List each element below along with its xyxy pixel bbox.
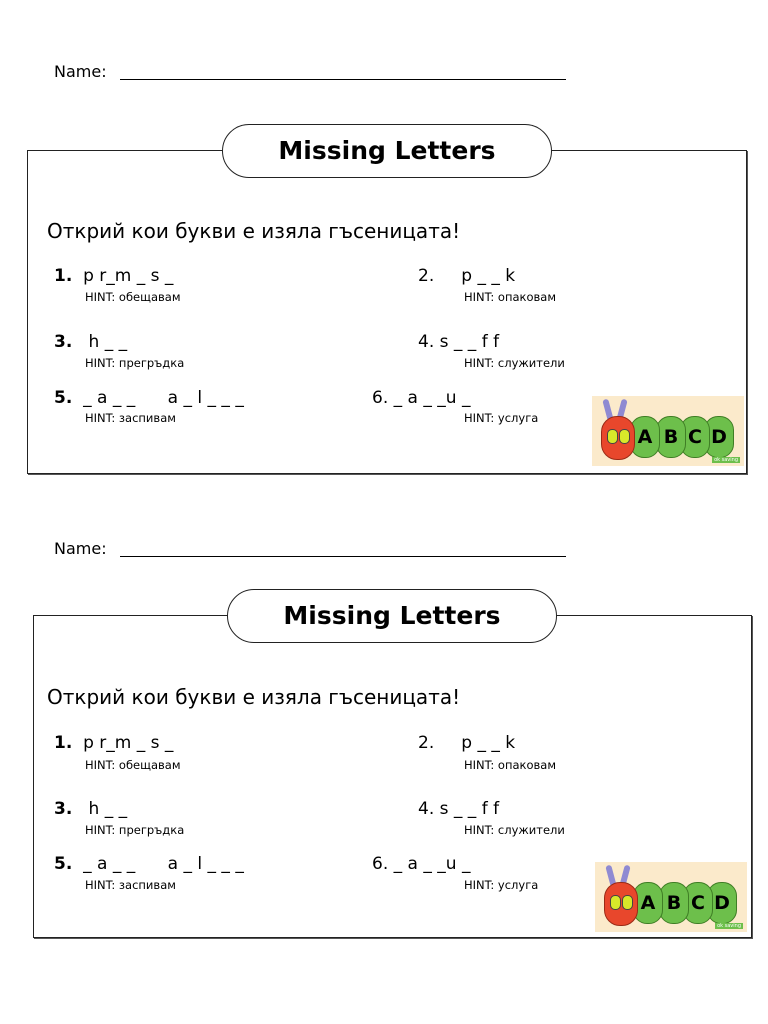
hint-text: HINT: услуга	[464, 411, 539, 425]
exercise-item-6: 6. _ a _ _u _	[372, 388, 471, 408]
caterpillar-head-icon	[601, 416, 635, 460]
caterpillar-segment: B	[656, 416, 686, 458]
hint-text: HINT: прегръдка	[85, 823, 185, 837]
name-line-1	[54, 62, 107, 81]
word-puzzle: p _ _ k	[461, 733, 516, 753]
name-underline[interactable]	[120, 79, 566, 80]
exercise-item-2: 2. p _ _ k	[418, 733, 516, 753]
title-banner-1	[222, 124, 552, 178]
hint-text: HINT: прегръдка	[85, 356, 185, 370]
caterpillar-segment: C	[683, 882, 713, 924]
caterpillar-head-icon	[604, 882, 638, 926]
name-label: Name:	[54, 62, 107, 81]
hint-text: HINT: обещавам	[85, 290, 181, 304]
hint-text: HINT: служители	[464, 823, 565, 837]
logo-credit: ok saving	[717, 923, 741, 929]
caterpillar-segment: D	[704, 416, 734, 458]
exercise-item-5: 5. _ a _ _ a _ l _ _ _	[54, 854, 244, 874]
instruction-text: Открий кои букви е изяла гъсеницата!	[47, 219, 461, 243]
word-puzzle: s _ _ f f	[439, 332, 500, 352]
hint-text: HINT: обещавам	[85, 758, 181, 772]
caterpillar-segment: C	[680, 416, 710, 458]
logo-credit: ok saving	[714, 457, 738, 463]
word-puzzle: h _ _	[88, 332, 128, 352]
worksheet-title: Missing Letters	[278, 136, 496, 165]
word-puzzle: _ a _ _ a _ l _ _ _	[83, 854, 244, 874]
exercise-item-3: 3. h _ _	[54, 799, 128, 819]
title-banner-2	[227, 589, 557, 643]
instruction-text: Открий кои букви е изяла гъсеницата!	[47, 685, 461, 709]
hint-text: HINT: заспивам	[85, 411, 176, 425]
word-puzzle: p _ _ k	[461, 266, 516, 286]
caterpillar-segment: B	[659, 882, 689, 924]
exercise-item-3: 3. h _ _	[54, 332, 128, 352]
exercise-item-4: 4. s _ _ f f	[418, 332, 500, 352]
word-puzzle: _ a _ _u _	[393, 854, 471, 874]
hint-text: HINT: опаковам	[464, 290, 557, 304]
exercise-item-6: 6. _ a _ _u _	[372, 854, 471, 874]
worksheet-title: Missing Letters	[283, 601, 501, 630]
hint-text: HINT: услуга	[464, 878, 539, 892]
caterpillar-segment: D	[707, 882, 737, 924]
hint-text: HINT: опаковам	[464, 758, 557, 772]
name-label: Name:	[54, 539, 107, 558]
exercise-item-1: 1. p r_m _ s _	[54, 733, 174, 753]
hint-text: HINT: служители	[464, 356, 565, 370]
caterpillar-segment: A	[633, 882, 663, 924]
caterpillar-segment: A	[630, 416, 660, 458]
word-puzzle: p r_m _ s _	[83, 733, 174, 753]
exercise-item-1: 1. p r_m _ s _	[54, 266, 174, 286]
hint-text: HINT: заспивам	[85, 878, 176, 892]
word-puzzle: h _ _	[88, 799, 128, 819]
exercise-item-4: 4. s _ _ f f	[418, 799, 500, 819]
word-puzzle: _ a _ _u _	[393, 388, 471, 408]
word-puzzle: _ a _ _ a _ l _ _ _	[83, 388, 244, 408]
caterpillar-logo	[595, 862, 747, 932]
name-underline[interactable]	[120, 556, 566, 557]
exercise-item-5: 5. _ a _ _ a _ l _ _ _	[54, 388, 244, 408]
word-puzzle: p r_m _ s _	[83, 266, 174, 286]
word-puzzle: s _ _ f f	[439, 799, 500, 819]
caterpillar-logo	[592, 396, 744, 466]
exercise-item-2: 2. p _ _ k	[418, 266, 516, 286]
name-line-2	[54, 539, 107, 558]
